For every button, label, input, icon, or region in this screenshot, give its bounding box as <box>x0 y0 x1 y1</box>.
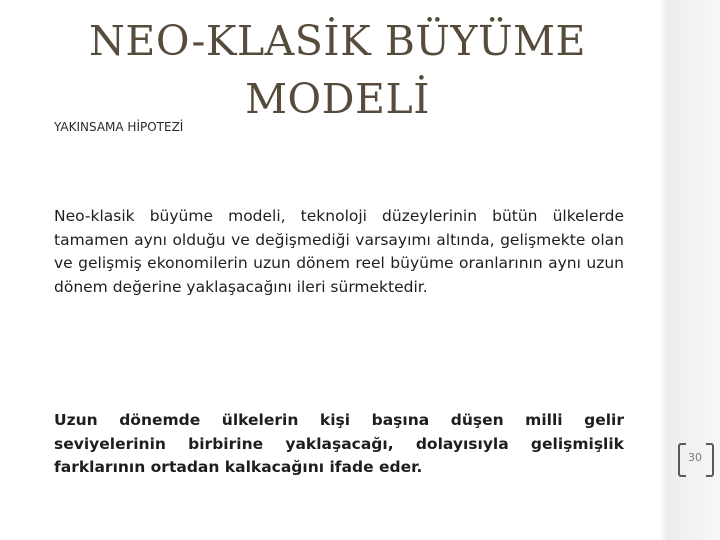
slide-subtitle: YAKINSAMA HİPOTEZİ <box>54 120 184 134</box>
page-number-right-bracket <box>706 443 714 477</box>
page-number: 30 <box>688 451 702 464</box>
body-paragraph-1: Neo-klasik büyüme modeli, teknoloji düzeylerinin bütün ülkelerde tamamen aynı olduğu ve değişmediği varsayımı altında, gelişmekte olan ve gelişmiş ekonomilerin uzun dönem reel büyüme oranlarının aynı uzun dönem değerine yaklaşacağını ileri sürmektedir. <box>54 207 624 296</box>
side-panel-shadow <box>660 0 667 540</box>
body-paragraph-2: Uzun dönemde ülkelerin kişi başına düşen milli gelir seviyelerinin birbirine yaklaşacağı, dolayısıyla gelişmişlik farklarının ortadan kalkacağını ifade eder. <box>54 411 624 476</box>
slide-title: NEO-KLASİK BÜYÜME MODELİ <box>89 17 586 123</box>
